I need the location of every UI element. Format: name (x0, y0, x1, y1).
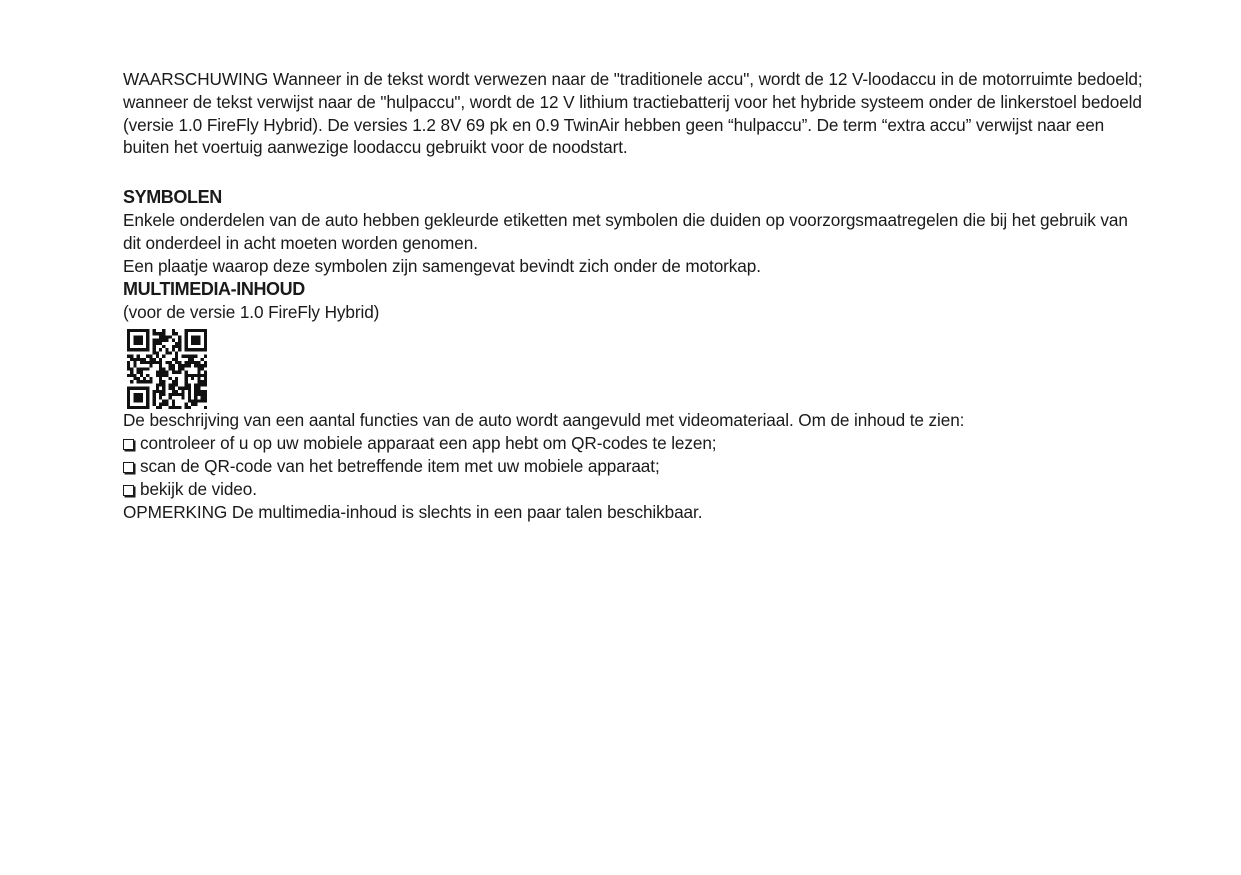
qr-code-icon (127, 329, 207, 409)
checkbox-bullet-icon (123, 462, 134, 473)
step-text: bekijk de video. (140, 478, 257, 499)
checkbox-bullet-icon (123, 439, 134, 450)
multimedia-heading: MULTIMEDIA-INHOUD (123, 278, 305, 299)
symbols-heading: SYMBOLEN (123, 187, 222, 208)
document-page (123, 68, 1143, 523)
symbols-location-text: Een plaatje waarop deze symbolen zijn samengevat bevindt zich onder de motorkap. (123, 255, 761, 276)
symbols-text: Enkele onderdelen van de auto hebben gekleurde etiketten met symbolen die duiden op voorzorgsmaatregelen die bij het gebruik van dit onderdeel in acht moeten worden genomen. (123, 210, 1128, 253)
warning-paragraph: WAARSCHUWING Wanneer in de tekst wordt verwezen naar de "traditionele accu", wordt de 12 V-loodaccu in de motorruimte bedoeld; wanneer de tekst verwijst naar de "hulpaccu", wordt de 12 V lithium tractiebatterij voor het hybride systeem onder de linkerstoel bedoeld (versie 1.0 FireFly Hybrid). De versies 1.2 8V 69 pk en 0.9 TwinAir hebben geen “hulpaccu”. De term “extra accu” verwijst naar een buiten het voertuig aanwezige loodaccu gebruikt voor de noodstart. (123, 69, 1143, 158)
list-item (123, 478, 1143, 501)
list-item (123, 432, 1143, 455)
step-text: controleer of u op uw mobiele apparaat een app hebt om QR-codes te lezen; (140, 433, 717, 454)
multimedia-subtitle: (voor de versie 1.0 FireFly Hybrid) (123, 301, 380, 322)
multimedia-note: OPMERKING De multimedia-inhoud is slechts in een paar talen beschikbaar. (123, 501, 703, 522)
checkbox-bullet-icon (123, 485, 134, 496)
multimedia-intro: De beschrijving van een aantal functies van de auto wordt aangevuld met videomateriaal. Om de inhoud te zien: (123, 410, 965, 431)
step-text: scan de QR-code van het betreffende item met uw mobiele apparaat; (140, 455, 660, 476)
list-item (123, 455, 1143, 478)
